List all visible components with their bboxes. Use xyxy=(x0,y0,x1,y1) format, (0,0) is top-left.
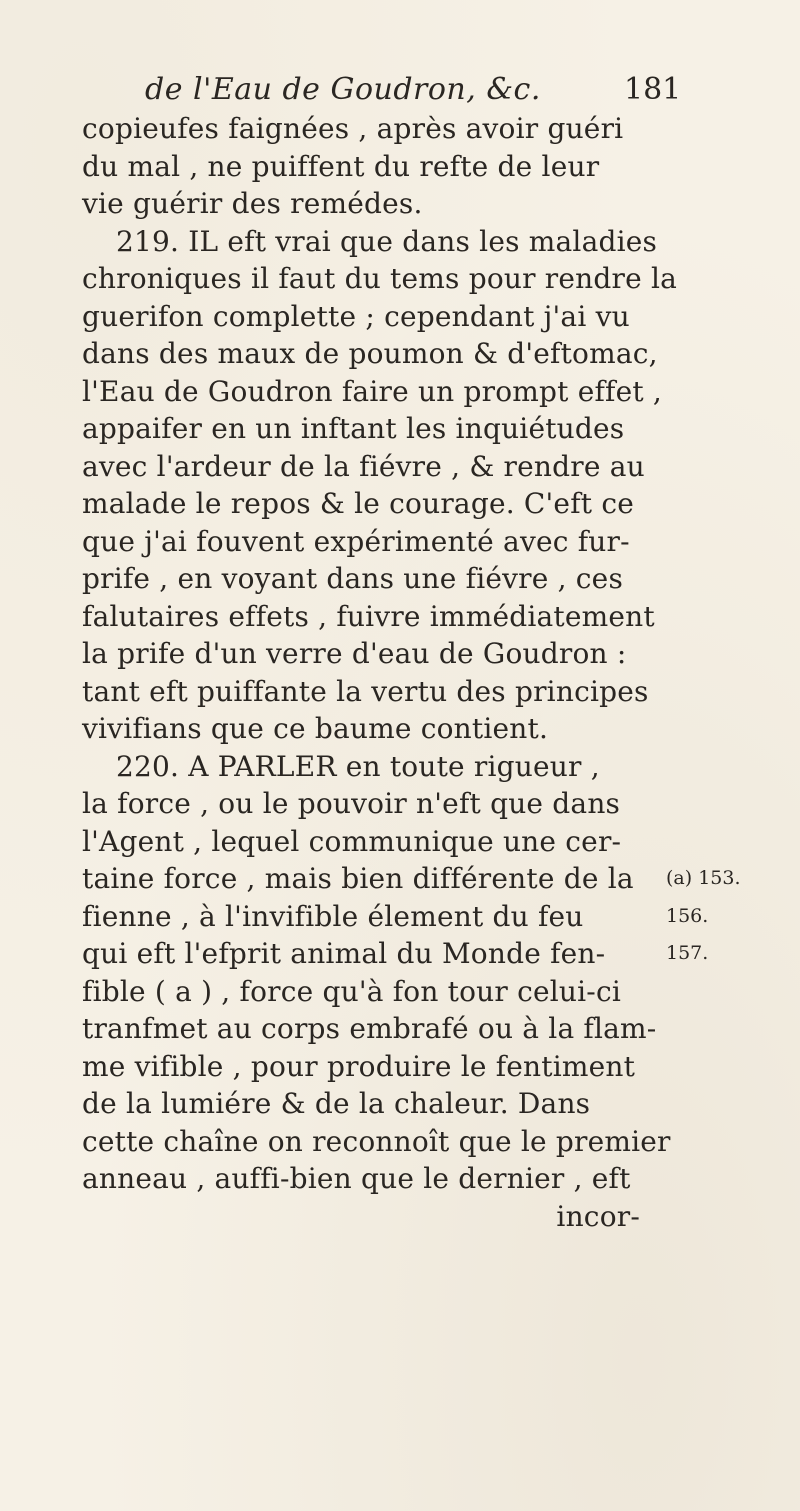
margin-note: 157. xyxy=(666,942,709,964)
margin-notes xyxy=(666,860,796,973)
page-number: 181 xyxy=(624,72,682,107)
text-line: appaifer en un inftant les inquiétudes xyxy=(82,412,625,445)
text-line: malade le repos & le courage. C'eft ce xyxy=(82,487,634,520)
text-line: dans des maux de poumon & d'eftomac, xyxy=(82,337,658,370)
body-text xyxy=(82,110,678,1235)
text-line: cette chaîne on reconnoît que le premier xyxy=(82,1124,671,1158)
text-line: que j'ai fouvent expérimenté avec fur- xyxy=(82,524,630,558)
catchword: incor- xyxy=(556,1199,640,1233)
text-line: la prife d'un verre d'eau de Goudron : xyxy=(82,637,627,670)
text-line: copieufes faignées , après avoir guéri xyxy=(82,112,624,145)
paragraph-219-start: 219. IL eft vrai que dans les maladies xyxy=(116,224,658,258)
text-line: l'Eau de Goudron faire un prompt effet , xyxy=(82,374,663,408)
text-line: fienne , à l'invifible élement du feu xyxy=(82,899,584,933)
margin-note: (a) 153. xyxy=(666,867,741,889)
text-line: du mal , ne puiffent du refte de leur xyxy=(82,149,600,183)
text-line: taine force , mais bien différente de la xyxy=(82,862,634,895)
text-line: chroniques il faut du tems pour rendre la xyxy=(82,262,678,295)
text-line: me vifible , pour produire le fentiment xyxy=(82,1049,636,1083)
text-line: prife , en voyant dans une fiévre , ces xyxy=(82,562,624,595)
running-title: de l'Eau de Goudron, &c. xyxy=(145,72,541,107)
text-line: l'Agent , lequel communique une cer- xyxy=(82,824,622,858)
text-line: guerifon complette ; cependant j'ai vu xyxy=(82,299,630,333)
text-line: falutaires effets , fuivre immédiatement xyxy=(82,599,655,633)
text-line: avec l'ardeur de la fiévre , & rendre au xyxy=(82,449,645,483)
paragraph-220-start: 220. A PARLER en toute rigueur , xyxy=(116,749,600,783)
text-line: la force , ou le pouvoir n'eft que dans xyxy=(82,787,621,820)
text-line: de la lumiére & de la chaleur. Dans xyxy=(82,1087,591,1120)
text-line: vivifians que ce baume contient. xyxy=(82,712,549,745)
text-line: qui eft l'efprit animal du Monde fen- xyxy=(82,937,606,970)
text-line: fible ( a ) , force qu'à fon tour celui-ci xyxy=(82,974,621,1008)
text-line: tranfmet au corps embrafé ou à la flam- xyxy=(82,1012,657,1045)
margin-note: 156. xyxy=(666,904,709,927)
text-line: tant eft puiffante la vertu des principes xyxy=(82,674,649,708)
text-line: vie guérir des remédes. xyxy=(82,187,423,220)
text-line: anneau , auffi-bien que le dernier , eft xyxy=(82,1162,631,1195)
page-header xyxy=(0,72,800,112)
